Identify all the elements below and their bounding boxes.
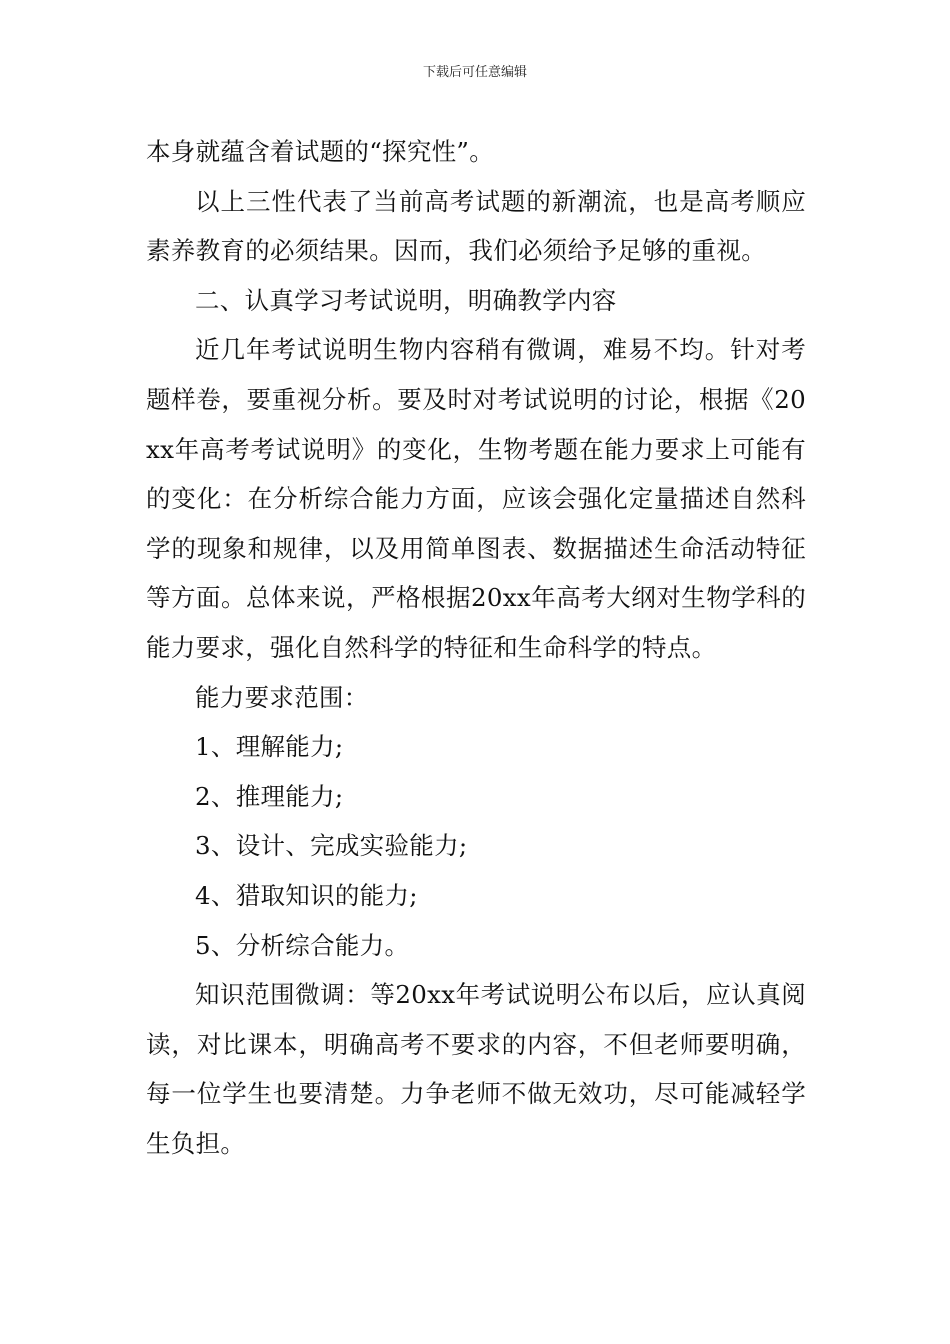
paragraph-three-traits: 以上三性代表了当前高考试题的新潮流，也是高考顺应素养教育的必须结果。因而，我们必须给予足够的重视。	[146, 186, 806, 266]
list-item: 1、理解能力;	[195, 732, 344, 762]
paragraph-continuation: 本身就蕴含着试题的“探究性”。	[146, 137, 495, 166]
list-item: 3、设计、完成实验能力;	[195, 831, 468, 861]
list-item: 2、推理能力;	[195, 781, 344, 811]
section-heading-2: 二、认真学习考试说明，明确教学内容	[195, 285, 617, 315]
document-body	[146, 127, 806, 1168]
page-header-note: 下载后可任意编辑	[422, 65, 527, 80]
paragraph-knowledge-scope: 知识范围微调：等20xx年考试说明公布以后，应认真阅读，对比课本，明确高考不要求的内容，不但老师要明确，每一位学生也要清楚。力争老师不做无效功，尽可能减轻学生负担。	[146, 980, 806, 1158]
list-item: 5、分析综合能力。	[195, 930, 410, 960]
list-item: 4、猎取知识的能力;	[195, 880, 418, 910]
ability-scope-heading: 能力要求范围：	[195, 682, 369, 712]
paragraph-exam-description: 近几年考试说明生物内容稍有微调，难易不均。针对考题样卷，要重视分析。要及时对考试说明的讨论，根据《20xx年高考考试说明》的变化，生物考题在能力要求上可能有的变化：在分析综合能力方面，应该会强化定量描述自然科学的现象和规律，以及用简单图表、数据描述生命活动特征等方面。总体来说，严格根据20xx年高考大纲对生物学科的能力要求，强化自然科学的特征和生命科学的特点。	[146, 335, 806, 662]
